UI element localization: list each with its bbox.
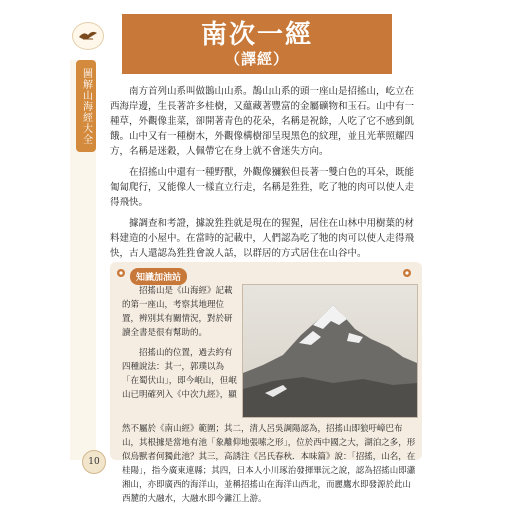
chapter-title: 南次一經 (200, 20, 313, 50)
flower-ornament-icon (116, 268, 126, 278)
flower-ornament-icon (402, 268, 412, 278)
knowledge-box (110, 262, 422, 504)
mountain-photo (242, 284, 418, 418)
knowledge-text-column (122, 284, 237, 408)
paragraph: 在招搖山中還有一種野獸，外觀像獼猴但長著一雙白色的耳朵，既能匍匐爬行，又能像人一樣直立行走，名稱是狌狌，吃了牠的肉可以使人走得飛快。 (110, 167, 415, 208)
page-number: 10 (82, 450, 106, 474)
bird-emblem-icon (72, 22, 104, 50)
book-title-tab (76, 60, 96, 152)
knowledge-text-bottom: 然不屬於《南山經》範圍；其二，清人呂吳調陽認為，招搖山即狼吁嶂巴布山，其根據是當地有池「象離仰地張嗦之形」，位於西中國之大，湖泊之多，形似烏獸者何獨此池？其三，高誘注《呂氏春秋．本味篇》說：「招搖，山名，在桂陽」，指今廣東連縣；其四，日本人小川琢治發揮畢沅之說，認為招搖山即瀟湘山，亦即廣西的海洋山，並稱招搖山在海洋山西北，而麗鷹水即發源於此山西麓的大融水，大融水即今灕江上游。 (122, 424, 416, 504)
paragraph: 南方首列山系叫做鵲山山系。鵲山山系的頭一座山是招搖山，屹立在西海岸邊，生長著許多桂樹，又蘊藏著豐富的金屬礦物和玉石。山中有一種草，外觀像韭菜，卻開著青色的花朵，名稱是祝餘，人吃了它不感到飢餓。山中又有一種樹木，外觀像構樹卻呈現黑色的紋理，並且光華照耀四方，名稱是迷穀，人佩帶它在身上就不會迷失方向。 (110, 86, 415, 157)
main-text (110, 84, 422, 267)
book-title: 圖解山海經大全 (80, 67, 92, 145)
paragraph: 據調查和考證，據說狌狌就是現在的猩猩，居住在山林中用樹葉的材料建造的小屋中。在當時的記載中，人們認為吃了牠的肉可以使人走得飛快，古人還認為狌狌會說人話，以群居的方式居住在山谷中。 (110, 218, 415, 259)
paragraph: 招搖山的位置，過去約有四種說法：其一，郭璞以為「在蜀伏山」，即今岷山，但岷山已明確列入《中次九經》，顯 (122, 348, 237, 400)
knowledge-box-title: 知識加油站 (130, 268, 187, 285)
chapter-subtitle: （譯經） (224, 50, 289, 68)
chapter-title-block (122, 14, 392, 74)
paragraph: 招搖山是《山海經》記載的第一座山，考察其地理位置，辨別其有關情況，對於研讀全書是很有幫助的。 (122, 286, 233, 338)
